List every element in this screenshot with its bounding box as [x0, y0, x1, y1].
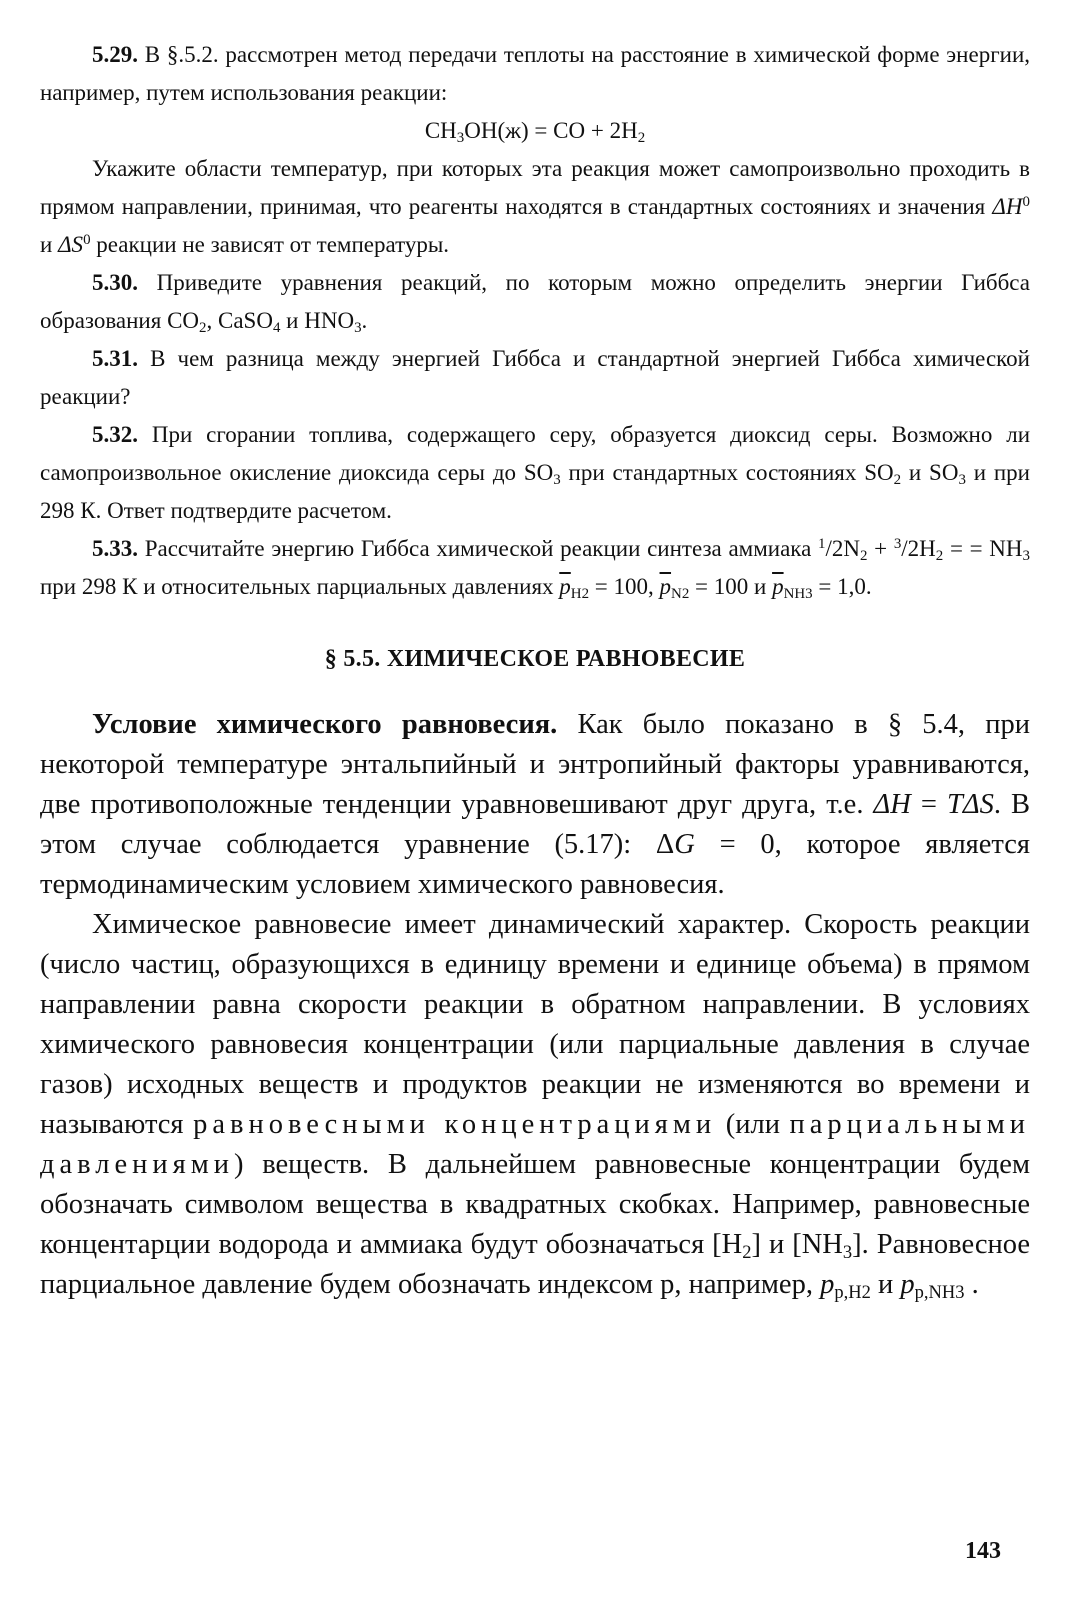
paragraph-equilibrium-condition: Условие химического равновесия. Как было показано в § 5.4, при некоторой температуре энтальпийный и энтропийный факторы уравниваются, две противоположные тенденции уравновешивают друг друга, т.е. ΔH = TΔS. В этом случае соблюдается уравнение (5.17): ΔG = 0, которое является термодинамическим условием химического равновесия. — [40, 709, 1031, 900]
problem-5-32: 5.32. При сгорании топлива, содержащего серу, образуется диоксид серы. Возможно ли самопроизвольное окисление диоксида серы до $SO_3$ при стандартных состояниях $SO_2$ и $SO_3$ и при 298 К. Ответ подтвердите расчетом. — [40, 422, 1030, 523]
problem-number: 5.33. — [92, 536, 138, 561]
problem-5-30: 5.30. Приведите уравнения реакций, по которым можно определить энергии Гиббса образования $CO_2$, CaSO$_4$ и $HNO_3$. — [40, 270, 1030, 337]
reaction-equation: $CH_3OH(ж)$ = CO + $2H_2$ — [424, 118, 646, 147]
section-body — [40, 705, 1030, 1305]
paragraph-dynamic-equilibrium: Химическое равновесие имеет динамический характер. Скорость реакции (число частиц, образующихся в единицу времени и единице объема) в прямом направлении равна скорости реакции в обратном направлении. В условиях химического равновесия концентрации (или парциальные давления в случае газов) исходных веществ и продуктов реакции не изменяются во времени и называются равновесными концентрациями (или парциальными давлениями) веществ. В дальнейшем равновесные концентрации будем обозначать символом вещества в квадратных скобках. Например, равновесные концентарции водорода и аммиака будут обозначаться $[H_2]$ и $[NH_3]$. Равновесное парциальное давление будем обозначать индексом р, например, $p_{p,H2}$ и $p_{p,NH3}$ . — [40, 909, 1030, 1304]
problem-number: 5.29. — [92, 42, 138, 67]
problem-5-33: 5.33. Рассчитайте энергию Гиббса химической реакции синтеза аммиака $^1/2N_2 + ^3/2H_2$ = = $NH_3$ при 298 К и относительных парциальных давлениях $\overline{p}_{H2} = 100$, $\overline{p}_{N2} = 100$ и $\overline{p}_{NH3} = 1,0$. — [40, 535, 1030, 603]
problem-5-29-cont: Укажите области температур, при которых эта реакция может самопроизвольно проходить в прямом направлении, принимая, что реагенты находятся в стандартных состояниях и значения $\Delta H^0$ и $\Delta S^0$ реакции не зависят от температуры. — [40, 156, 1030, 257]
problems-block — [40, 36, 1030, 606]
problem-5-29 — [40, 36, 1030, 112]
problem-number: 5.30. — [92, 270, 138, 295]
problem-5-31: 5.31. В чем разница между энергией Гиббса и стандартной энергией Гиббса химической реакции? — [40, 346, 1030, 409]
section-heading: § 5.5. ХИМИЧЕСКОЕ РАВНОВЕСИЕ — [324, 646, 746, 672]
problem-number: 5.32. — [92, 422, 138, 447]
problem-text: В §.5.2. рассмотрен метод передачи теплоты на расстояние в химической форме энергии, например, путем использования реакции: — [40, 42, 1030, 105]
page-number: 143 — [965, 1538, 1001, 1564]
page-content — [40, 36, 1030, 1305]
problem-number: 5.31. — [92, 346, 138, 371]
